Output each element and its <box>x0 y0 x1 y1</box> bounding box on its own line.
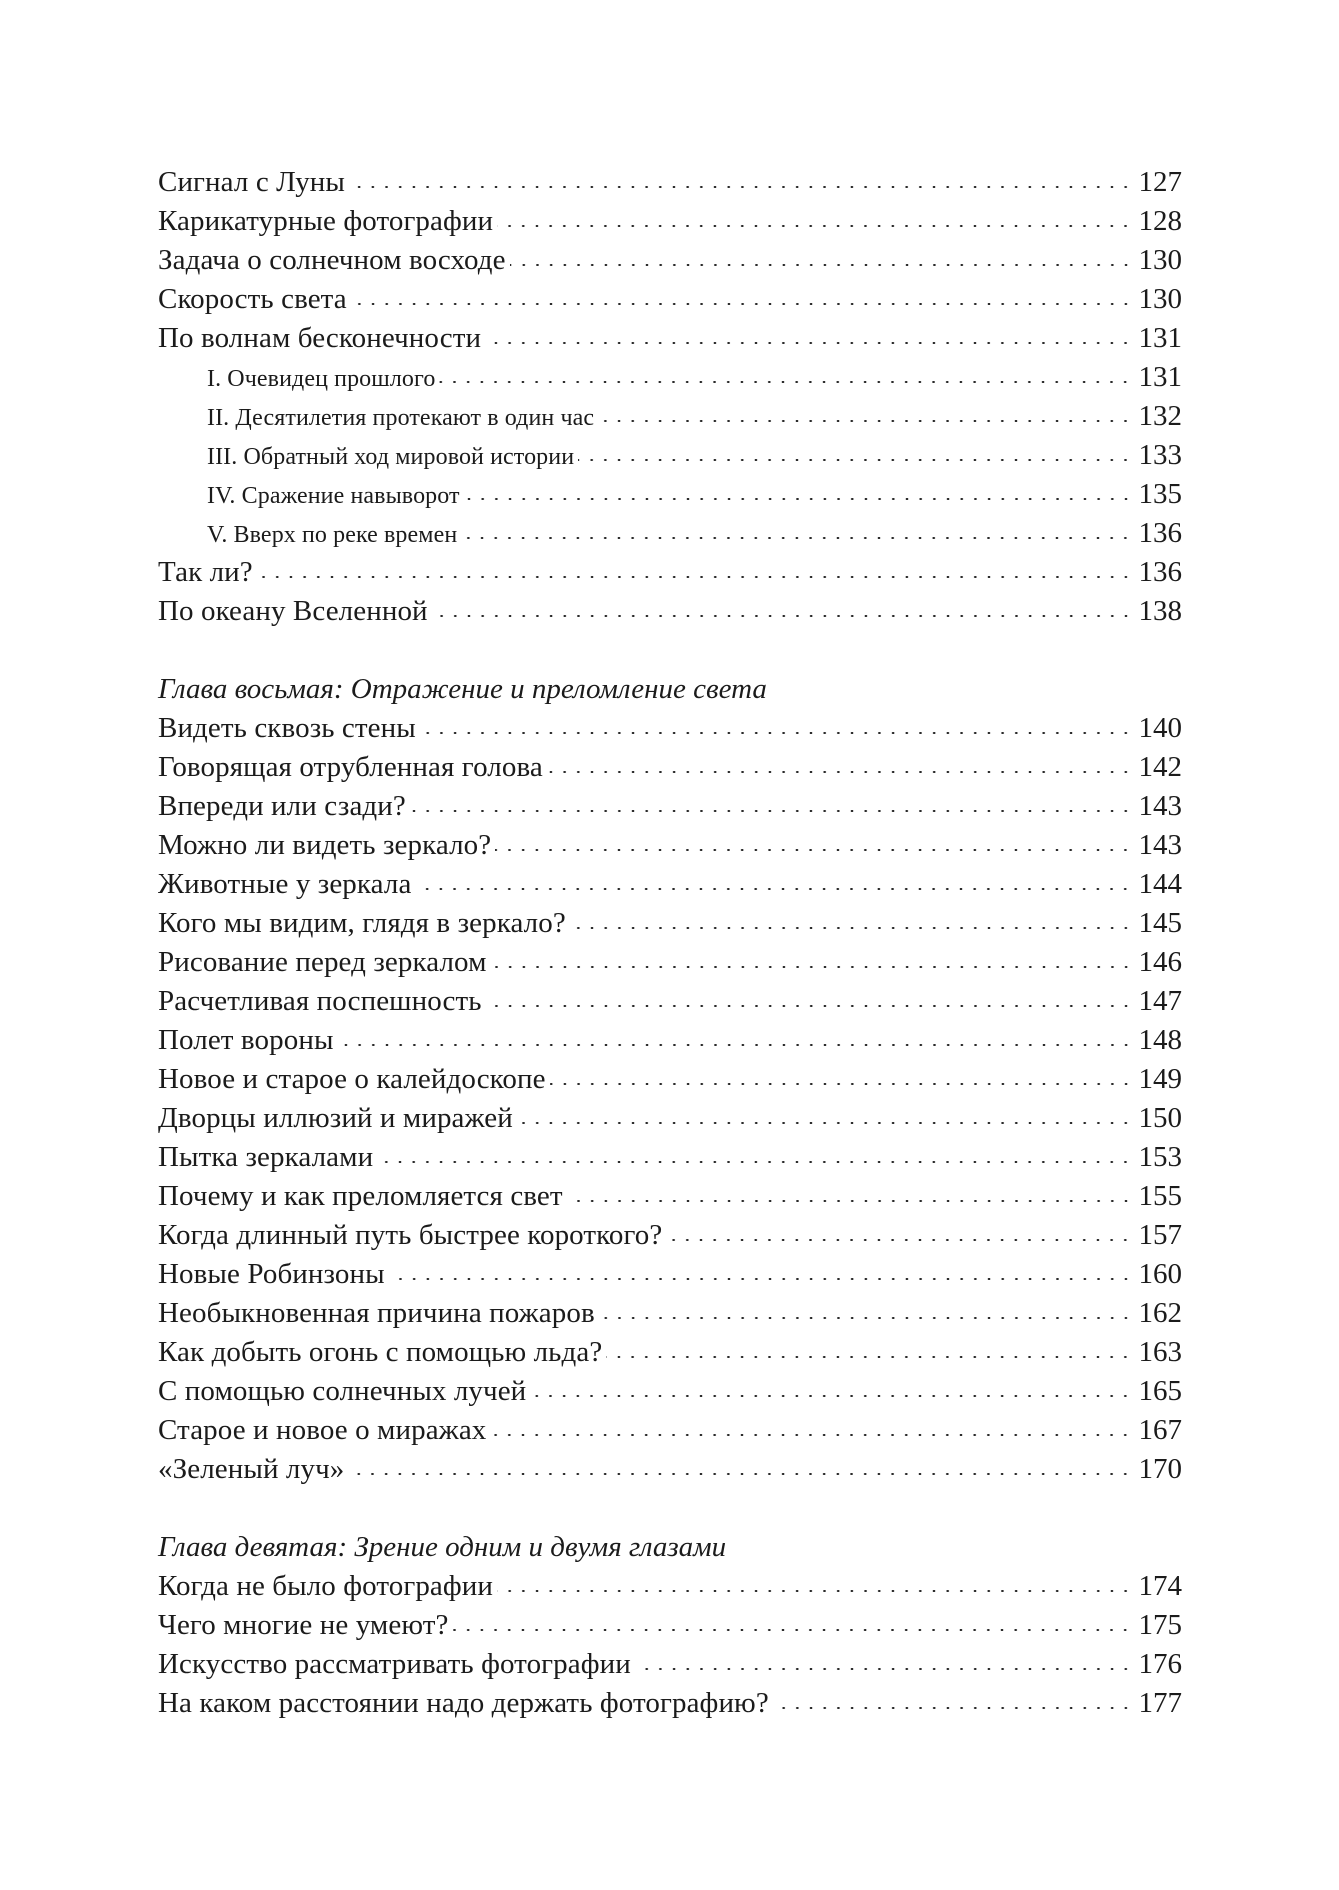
toc-entry-title: V. Вверх по реке времен <box>207 522 458 548</box>
dot-leader <box>452 1629 1132 1631</box>
toc-section-continued <box>158 163 1182 631</box>
dot-leader <box>497 225 1132 227</box>
table-of-contents <box>158 163 1182 1723</box>
toc-entry[interactable] <box>158 748 1182 787</box>
toc-section-chapter-9 <box>158 1528 1182 1723</box>
toc-entry[interactable] <box>158 709 1182 748</box>
toc-entry-title: Задача о солнечном восходе <box>158 244 506 276</box>
dot-leader <box>666 1239 1132 1241</box>
toc-entry[interactable] <box>158 1333 1182 1372</box>
toc-entry[interactable] <box>158 1099 1182 1138</box>
toc-entry-title: По океану Вселенной <box>158 595 428 627</box>
toc-entry[interactable] <box>158 787 1182 826</box>
dot-leader <box>338 1044 1133 1046</box>
toc-entry-title: Впереди или сзади? <box>158 790 406 822</box>
toc-entry-title: III. Обратный ход мировой истории <box>207 444 575 470</box>
toc-entry-page: 136 <box>1138 556 1182 588</box>
dot-leader <box>389 1278 1133 1280</box>
dot-leader <box>635 1668 1133 1670</box>
toc-entry-title: Старое и новое о миражах <box>158 1414 487 1446</box>
dot-leader <box>517 1122 1133 1124</box>
toc-entry-page: 130 <box>1138 283 1182 315</box>
dot-leader <box>491 966 1133 968</box>
toc-entry[interactable] <box>158 202 1182 241</box>
toc-entry-title: Искусство рассматривать фотографии <box>158 1648 631 1680</box>
toc-entry[interactable] <box>158 1060 1182 1099</box>
toc-entry-page: 131 <box>1138 361 1182 393</box>
toc-entry-title: Как добыть огонь с помощью льда? <box>158 1336 603 1368</box>
toc-entry-page: 149 <box>1138 1063 1182 1095</box>
chapter-heading[interactable]: Глава девятая: Зрение одним и двумя глазами <box>158 1531 727 1563</box>
toc-entry-title: Расчетливая поспешность <box>158 985 482 1017</box>
toc-entry-page: 174 <box>1138 1570 1182 1602</box>
toc-entry-page: 142 <box>1138 751 1182 783</box>
toc-entry-page: 175 <box>1138 1609 1182 1641</box>
dot-leader <box>349 186 1133 188</box>
toc-entry-page: 162 <box>1138 1297 1182 1329</box>
dot-leader <box>377 1161 1132 1163</box>
toc-entry-title: Можно ли видеть зеркало? <box>158 829 492 861</box>
toc-entry[interactable] <box>158 1411 1182 1450</box>
toc-entry-page: 145 <box>1138 907 1182 939</box>
toc-entry[interactable] <box>158 1294 1182 1333</box>
toc-entry-title: Новые Робинзоны <box>158 1258 385 1290</box>
toc-entry-page: 135 <box>1138 478 1182 510</box>
dot-leader <box>495 849 1132 851</box>
dot-leader <box>410 810 1133 812</box>
dot-leader <box>415 888 1132 890</box>
toc-entry-page: 176 <box>1138 1648 1182 1680</box>
toc-subentry[interactable] <box>158 397 1182 436</box>
toc-entry-title: По волнам бесконечности <box>158 322 482 354</box>
toc-entry-page: 163 <box>1138 1336 1182 1368</box>
toc-entry-page: 132 <box>1138 400 1182 432</box>
toc-entry-page: 177 <box>1138 1687 1182 1719</box>
toc-entry[interactable] <box>158 1138 1182 1177</box>
dot-leader <box>464 498 1133 500</box>
toc-entry-title: На каком расстоянии надо держать фотографию? <box>158 1687 769 1719</box>
toc-subentry[interactable] <box>158 358 1182 397</box>
toc-entry-title: Рисование перед зеркалом <box>158 946 487 978</box>
toc-entry[interactable] <box>158 241 1182 280</box>
dot-leader <box>550 1083 1133 1085</box>
toc-entry[interactable] <box>158 1645 1182 1684</box>
toc-entry-page: 148 <box>1138 1024 1182 1056</box>
toc-entry-page: 167 <box>1138 1414 1182 1446</box>
toc-entry-title: С помощью солнечных лучей <box>158 1375 527 1407</box>
dot-leader <box>420 732 1133 734</box>
toc-entry[interactable] <box>158 865 1182 904</box>
toc-entry[interactable] <box>158 1606 1182 1645</box>
dot-leader <box>348 1473 1132 1475</box>
toc-entry-page: 170 <box>1138 1453 1182 1485</box>
dot-leader <box>530 1395 1132 1397</box>
dot-leader <box>497 1590 1132 1592</box>
toc-entry[interactable] <box>158 904 1182 943</box>
toc-entry-title: Пытка зеркалами <box>158 1141 374 1173</box>
toc-entry[interactable] <box>158 1255 1182 1294</box>
chapter-heading[interactable]: Глава восьмая: Отражение и преломление света <box>158 673 767 705</box>
dot-leader <box>432 615 1133 617</box>
toc-entry-title: Сигнал с Луны <box>158 166 345 198</box>
toc-entry[interactable] <box>158 943 1182 982</box>
dot-leader <box>599 1317 1133 1319</box>
dot-leader <box>461 537 1132 539</box>
dot-leader <box>773 1707 1133 1709</box>
dot-leader <box>439 381 1132 383</box>
dot-leader <box>257 576 1133 578</box>
toc-entry[interactable] <box>158 1216 1182 1255</box>
toc-entry-page: 165 <box>1138 1375 1182 1407</box>
toc-entry-page: 127 <box>1138 166 1182 198</box>
toc-entry-page: 143 <box>1138 790 1182 822</box>
dot-leader <box>510 264 1133 266</box>
toc-entry-page: 155 <box>1138 1180 1182 1212</box>
toc-entry-page: 131 <box>1138 322 1182 354</box>
toc-entry-title: Животные у зеркала <box>158 868 412 900</box>
toc-entry[interactable] <box>158 1372 1182 1411</box>
dot-leader <box>351 303 1133 305</box>
dot-leader <box>578 459 1132 461</box>
dot-leader <box>606 1356 1132 1358</box>
toc-entry-title: Карикатурные фотографии <box>158 205 494 237</box>
toc-entry-title: Так ли? <box>158 556 253 588</box>
toc-entry-title: Новое и старое о калейдоскопе <box>158 1063 546 1095</box>
toc-entry-title: Говорящая отрубленная голова <box>158 751 543 783</box>
toc-entry[interactable] <box>158 1567 1182 1606</box>
toc-entry-title: I. Очевидец прошлого <box>207 366 436 392</box>
dot-leader <box>486 1005 1133 1007</box>
toc-entry-title: Когда длинный путь быстрее короткого? <box>158 1219 663 1251</box>
toc-entry-title: Почему и как преломляется свет <box>158 1180 563 1212</box>
toc-entry[interactable] <box>158 1021 1182 1060</box>
toc-entry-title: Скорость света <box>158 283 347 315</box>
toc-entry[interactable] <box>158 553 1182 592</box>
toc-entry-page: 128 <box>1138 205 1182 237</box>
toc-entry-page: 153 <box>1138 1141 1182 1173</box>
toc-entry[interactable] <box>158 319 1182 358</box>
toc-entry-page: 140 <box>1138 712 1182 744</box>
dot-leader <box>485 342 1132 344</box>
toc-entry-page: 160 <box>1138 1258 1182 1290</box>
toc-entry-title: Необыкновенная причина пожаров <box>158 1297 595 1329</box>
toc-entry-page: 147 <box>1138 985 1182 1017</box>
toc-entry-title: II. Десятилетия протекают в один час <box>207 405 595 431</box>
dot-leader <box>490 1434 1132 1436</box>
toc-entry[interactable] <box>158 592 1182 631</box>
toc-entry-page: 133 <box>1138 439 1182 471</box>
dot-leader <box>598 420 1132 422</box>
toc-entry-title: Кого мы видим, глядя в зеркало? <box>158 907 566 939</box>
toc-entry[interactable] <box>158 280 1182 319</box>
toc-entry-page: 150 <box>1138 1102 1182 1134</box>
toc-entry-title: Когда не было фотографии <box>158 1570 494 1602</box>
toc-entry[interactable] <box>158 982 1182 1021</box>
toc-subentry[interactable] <box>158 475 1182 514</box>
toc-subentry[interactable] <box>158 436 1182 475</box>
dot-leader <box>567 1200 1133 1202</box>
dot-leader <box>570 927 1133 929</box>
toc-entry-page: 136 <box>1138 517 1182 549</box>
toc-entry-title: IV. Сражение навыворот <box>207 483 460 509</box>
toc-entry-page: 130 <box>1138 244 1182 276</box>
toc-entry-page: 146 <box>1138 946 1182 978</box>
toc-entry[interactable] <box>158 163 1182 202</box>
toc-entry-page: 157 <box>1138 1219 1182 1251</box>
toc-entry-title: «Зеленый луч» <box>158 1453 345 1485</box>
toc-section-chapter-8 <box>158 670 1182 1489</box>
toc-entry-title: Полет вороны <box>158 1024 334 1056</box>
toc-entry-page: 144 <box>1138 868 1182 900</box>
toc-entry-title: Дворцы иллюзий и миражей <box>158 1102 513 1134</box>
toc-subentry[interactable] <box>158 514 1182 553</box>
toc-entry[interactable] <box>158 1684 1182 1723</box>
toc-entry-page: 143 <box>1138 829 1182 861</box>
toc-entry-title: Чего многие не умеют? <box>158 1609 449 1641</box>
toc-entry[interactable] <box>158 826 1182 865</box>
toc-entry-page: 138 <box>1138 595 1182 627</box>
toc-entry[interactable] <box>158 1177 1182 1216</box>
dot-leader <box>547 771 1133 773</box>
toc-entry[interactable] <box>158 1450 1182 1489</box>
toc-entry-title: Видеть сквозь стены <box>158 712 416 744</box>
